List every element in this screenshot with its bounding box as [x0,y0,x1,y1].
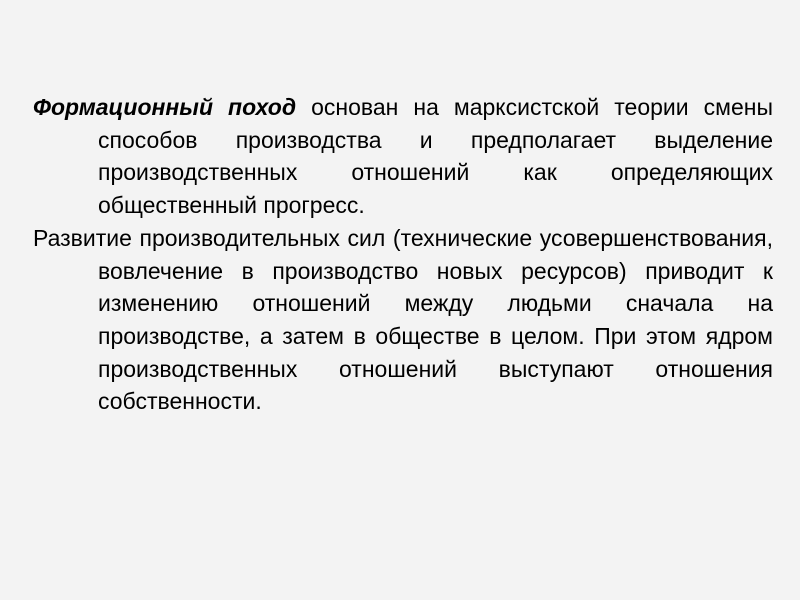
paragraph-text: основан на марксистской теории смены способов производства и предполагает выделение производственных отношений как определяющих общественный прогресс. [98,94,773,219]
slide-text-block [33,91,773,418]
paragraph-productive-forces [33,222,773,418]
key-term: Формационный поход [33,94,297,120]
paragraph-formational-approach [33,91,773,222]
paragraph-text: Развитие производительных сил (технические усовершенствования, вовлечение в производство новых ресурсов) приводит к изменению отношений между людьми сначала на производстве, а затем в обществе в целом. При этом ядром производственных отношений выступают отношения собственности. [33,224,773,415]
